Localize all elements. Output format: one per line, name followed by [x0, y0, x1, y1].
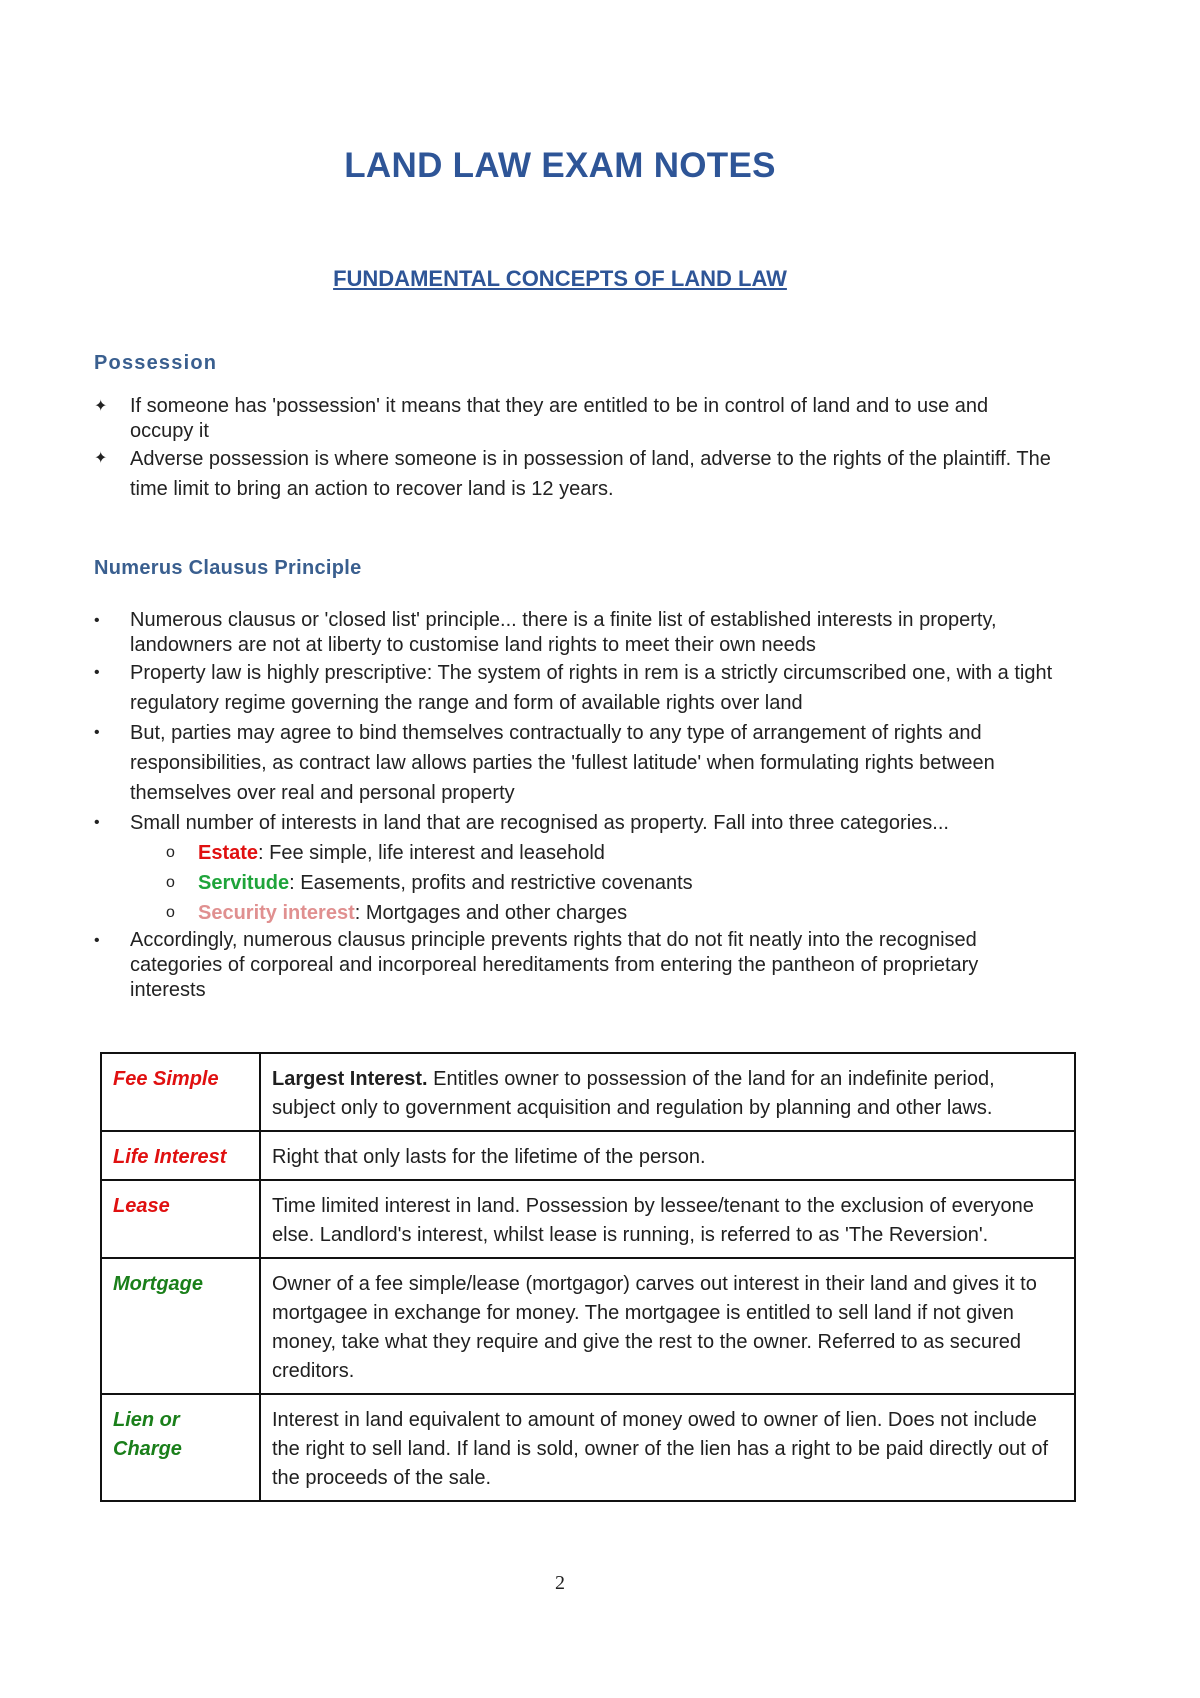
possession-list [94, 394, 1054, 504]
table-row [101, 1258, 1075, 1394]
bullet-dot-icon: • [94, 932, 100, 949]
list-item: • But, parties may agree to bind themselves contractually to any type of arrangement of rights and responsibilities, as contract law allows parties the 'fullest latitude' when formulating rights between themselves over real and personal property [94, 718, 1054, 808]
document-title: LAND LAW EXAM NOTES [344, 146, 776, 185]
category-item: o Estate: Fee simple, life interest and leasehold [130, 838, 1054, 868]
bullet-dot-icon: • [94, 612, 100, 629]
table-row [101, 1053, 1075, 1131]
table-term-cell: Mortgage [101, 1258, 260, 1394]
category-item: o Servitude: Easements, profits and restrictive covenants [130, 868, 1054, 898]
list-item: ✦ If someone has 'possession' it means that they are entitled to be in control of land and to use and occupy it [94, 395, 989, 442]
table-term-cell: Lease [101, 1180, 260, 1258]
table-desc-cell: Largest Interest. Entitles owner to possession of the land for an indefinite period, subject only to government acquisition and regulation by planning and other laws. [260, 1053, 1075, 1131]
bullet-circle-icon: o [166, 844, 175, 861]
bullet-circle-icon: o [166, 904, 175, 921]
bullet-diamond-icon: ✦ [94, 398, 108, 415]
table-row [101, 1131, 1075, 1180]
list-item: • Numerous clausus or 'closed list' principle... there is a finite list of established interests in property, landowners are not at liberty to customise land rights to meet their own needs [94, 609, 997, 656]
section-subtitle: FUNDAMENTAL CONCEPTS OF LAND LAW [333, 266, 787, 291]
list-item: ✦ Adverse possession is where someone is in possession of land, adverse to the rights of the plaintiff. The time limit to bring an action to recover land is 12 years. [94, 444, 1054, 504]
category-term: Servitude [198, 872, 290, 894]
list-item: • Property law is highly prescriptive: The system of rights in rem is a strictly circumscribed one, with a tight regulatory regime governing the range and form of available rights over land [94, 658, 1054, 718]
category-item: o Security interest: Mortgages and other charges [130, 898, 1054, 928]
table-term-cell: Lien or Charge [101, 1394, 260, 1501]
numerus-clausus-list [94, 608, 1054, 1003]
bullet-dot-icon: • [94, 664, 100, 681]
numerus-clausus-heading: Numerus Clausus Principle [94, 557, 362, 579]
table-desc-cell: Time limited interest in land. Possession by lessee/tenant to the exclusion of everyone else. Landlord's interest, whilst lease is running, is referred to as 'The Reversion'. [260, 1180, 1075, 1258]
table-term-cell: Fee Simple [101, 1053, 260, 1131]
table-desc-cell: Interest in land equivalent to amount of money owed to owner of lien. Does not include the right to sell land. If land is sold, owner of the lien has a right to be paid directly out of the proceeds of the sale. [260, 1394, 1075, 1501]
category-term: Estate [198, 842, 259, 864]
table-row [101, 1394, 1075, 1501]
page-number: 2 [555, 1572, 565, 1594]
table-desc-cell: Right that only lasts for the lifetime of the person. [260, 1131, 1075, 1180]
possession-heading: Possession [94, 352, 218, 374]
table-term-cell: Life Interest [101, 1131, 260, 1180]
bullet-dot-icon: • [94, 724, 100, 741]
bullet-diamond-icon: ✦ [94, 450, 108, 467]
table-desc-cell: Owner of a fee simple/lease (mortgagor) carves out interest in their land and gives it to mortgagee in exchange for money. The mortgagee is entitled to sell land if not given money, take what they require and give the rest to the owner. Referred to as secured creditors. [260, 1258, 1075, 1394]
table-row [101, 1180, 1075, 1258]
list-item: • Small number of interests in land that are recognised as property. Fall into three categories... o Estate: Fee simple, life interest and leasehold o Servitude: Easements, profits and restrictive covenants o Security interest: Mortgages and other charges [94, 808, 1054, 928]
list-item: • Accordingly, numerous clausus principle prevents rights that do not fit neatly into the recognised categories of corporeal and incorporeal hereditaments from entering the pantheon of proprietary interests [94, 929, 979, 1001]
bullet-dot-icon: • [94, 814, 100, 831]
interests-table [100, 1052, 1076, 1502]
category-sublist [130, 838, 1054, 928]
category-term: Security interest [198, 902, 355, 924]
bullet-circle-icon: o [166, 874, 175, 891]
